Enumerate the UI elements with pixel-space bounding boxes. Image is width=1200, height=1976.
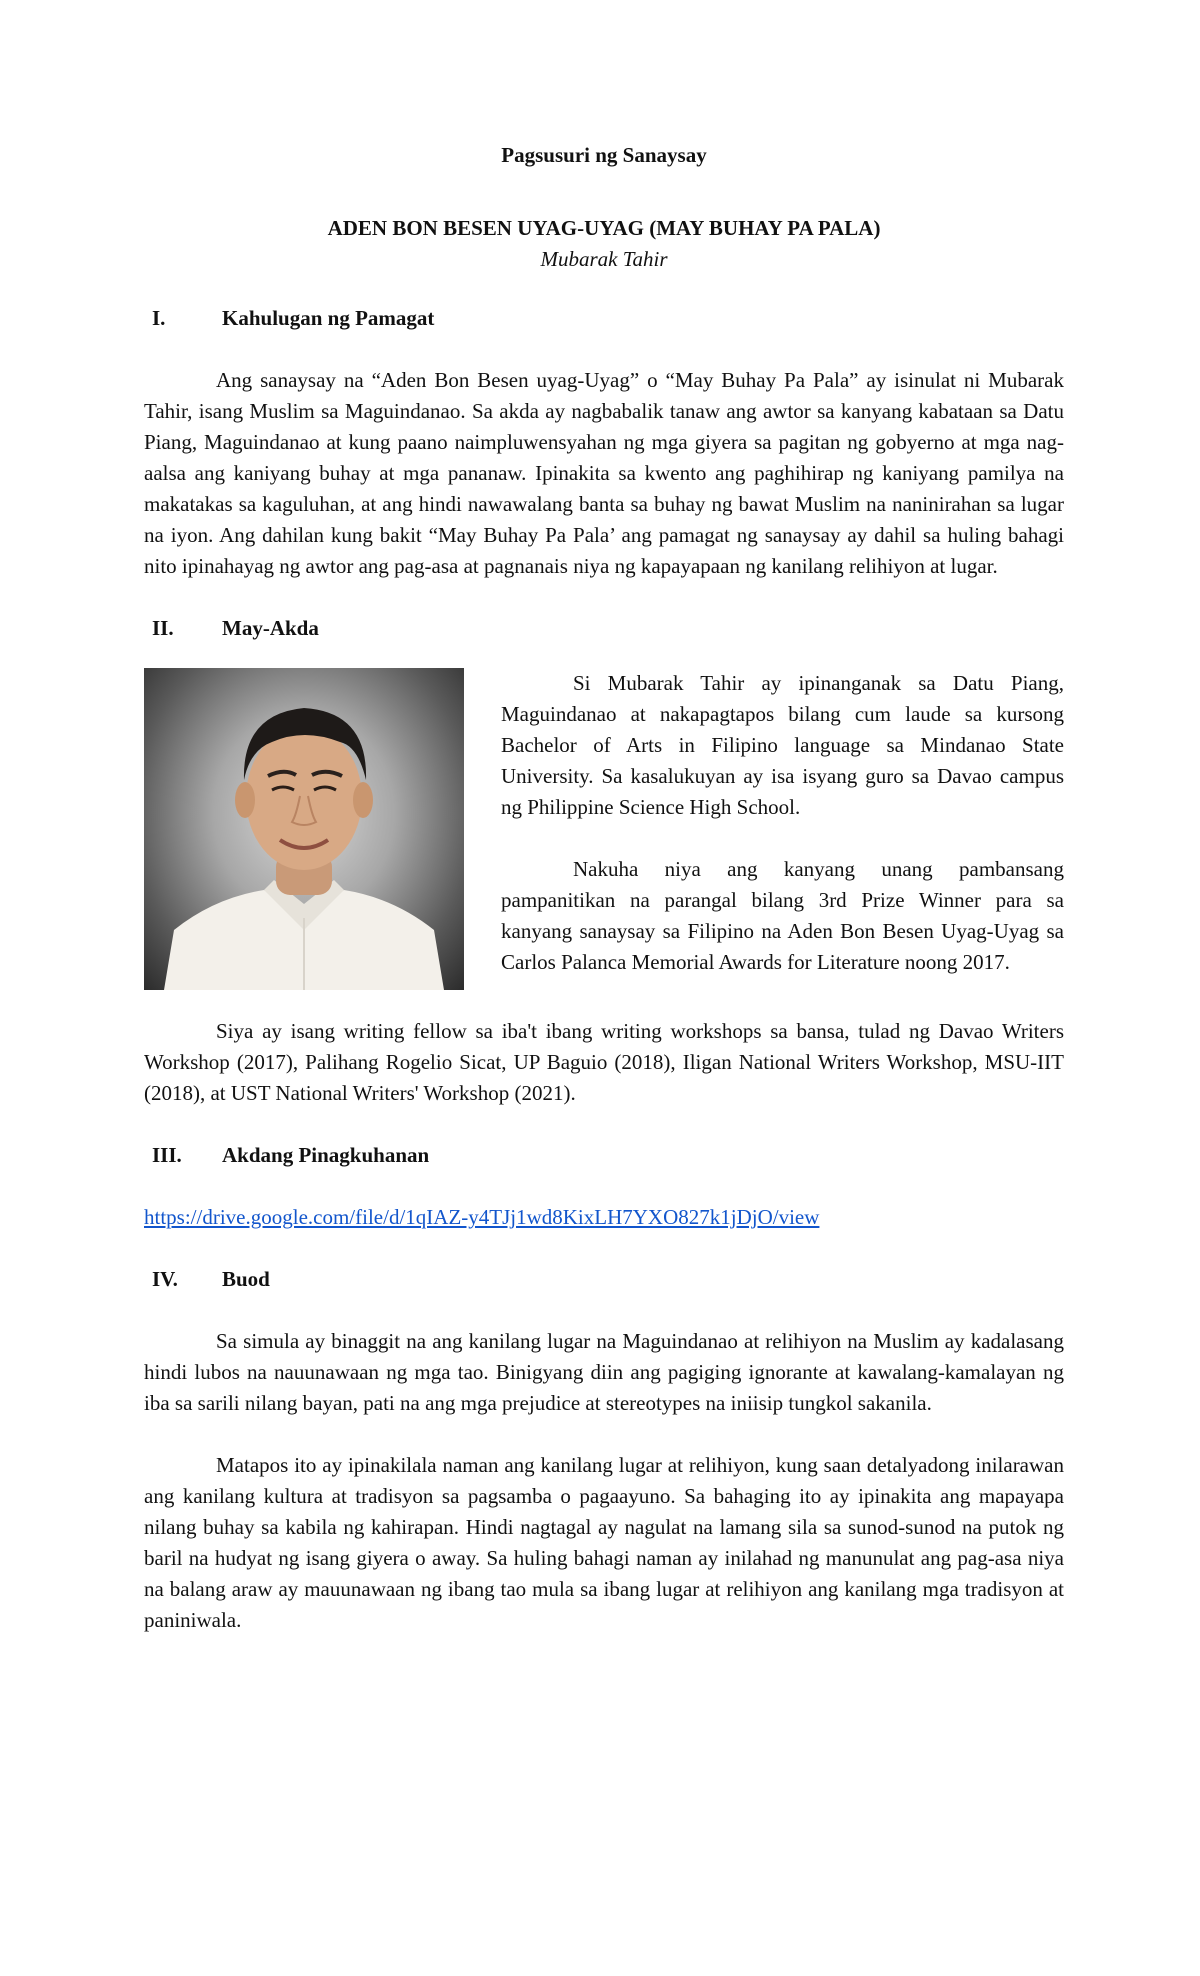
document-content <box>144 140 1064 1636</box>
source-link[interactable]: https://drive.google.com/file/d/1qIAZ-y4TJj1wd8KixLH7YXO827k1jDjO/view <box>144 1205 820 1229</box>
section-title: May-Akda <box>222 616 319 640</box>
paragraph-author-workshops: Siya ay isang writing fellow sa iba't ibang writing workshops sa bansa, tulad ng Davao Writers Workshop (2017), Palihang Rogelio Sicat, UP Baguio (2018), Iligan National Writers Workshop, MSU-IIT (2018), at UST National Writers' Workshop (2021). <box>144 1019 1064 1105</box>
section-heading-2 <box>144 613 1064 644</box>
paragraph-author-bio-2: Nakuha niya ang kanyang unang pambansang pampanitikan na parangal bilang 3rd Prize Winner para sa kanyang sanaysay sa Filipino na Aden Bon Besen Uyag-Uyag sa Carlos Palanca Memorial Awards for Literature noong 2017. <box>501 857 1064 974</box>
author-bio <box>501 668 1064 978</box>
paragraph-title-meaning: Ang sanaysay na “Aden Bon Besen uyag-Uyag” o “May Buhay Pa Pala” ay isinulat ni Mubarak Tahir, isang Muslim sa Maguindanao. Sa akda ay nagbabalik tanaw ang awtor sa kanyang kabataan sa Datu Piang, Maguindanao at kung paano naimpluwensyahan ng mga giyera sa pagitan ng gobyerno at mga nag-aalsa ang kaniyang buhay at mga pananaw. Ipinakita sa kwento ang paghihirap ng kaniyang pamilya na makatakas sa kaguluhan, at ang hindi nawawalang banta sa buhay ng bawat Muslim na naninirahan sa lugar na iyon. Ang dahilan kung bakit “May Buhay Pa Pala’ ang pamagat ng sanaysay ay dahil sa huling bahagi nito ipinahayag ng awtor ang pag-asa at pagnanais niya ng kapayapaan ng kanilang relihiyon at lugar. <box>144 368 1064 578</box>
paragraph-author-bio-1: Si Mubarak Tahir ay ipinanganak sa Datu Piang, Maguindanao at nakapagtapos bilang cum laude sa kursong Bachelor of Arts in Filipino language sa Mindanao State University. Sa kasalukuyan ay isa isyang guro sa Davao campus ng Philippine Science High School. <box>501 671 1064 819</box>
document-author: Mubarak Tahir <box>540 247 668 271</box>
section-heading-4 <box>144 1264 1064 1295</box>
author-portrait-image <box>144 668 464 990</box>
section-number: II. <box>152 616 174 640</box>
section-heading-1 <box>144 303 1064 334</box>
section-heading-3 <box>144 1140 1064 1171</box>
author-photo <box>144 668 464 990</box>
paragraph-summary-1: Sa simula ay binaggit na ang kanilang lugar na Maguindanao at relihiyon na Muslim ay kadalasang hindi lubos na nauunawaan ng mga tao. Binigyang diin ang pagiging ignorante at kawalang-kamalayan ng iba sa sarili nilang bayan, pati na ang mga prejudice at stereotypes na iniisip tungkol sakanila. <box>144 1329 1064 1415</box>
section-title: Akdang Pinagkuhanan <box>222 1143 430 1167</box>
paragraph-summary-2: Matapos ito ay ipinakilala naman ang kanilang lugar at relihiyon, kung saan detalyadong inilarawan ang kanilang kultura at tradisyon sa pagsamba o pagaayuno. Sa bahaging ito ay ipinakita ang mapayapa nilang buhay sa kabila ng kahirapan. Hindi nagtagal ay nagulat na lamang sila sa sunod-sunod na putok ng baril na hudyat ng isang giyera o away. Sa huling bahagi naman ay inilahad ng manunulat ang pag-asa niya na balang araw ay mauunawaan ng ibang tao mula sa ibang lugar at relihiyon ang kanilang mga tradisyon at paniniwala. <box>144 1453 1064 1632</box>
document-title: ADEN BON BESEN UYAG-UYAG (MAY BUHAY PA PALA) <box>327 216 881 240</box>
section-number: III. <box>152 1143 182 1167</box>
source-link-line <box>144 1202 1064 1233</box>
section-number: IV. <box>152 1267 178 1291</box>
section-title: Buod <box>222 1267 270 1291</box>
section-title: Kahulugan ng Pamagat <box>222 306 435 330</box>
author-block <box>144 668 1064 992</box>
document-label: Pagsusuri ng Sanaysay <box>501 143 707 167</box>
section-number: I. <box>152 306 166 330</box>
